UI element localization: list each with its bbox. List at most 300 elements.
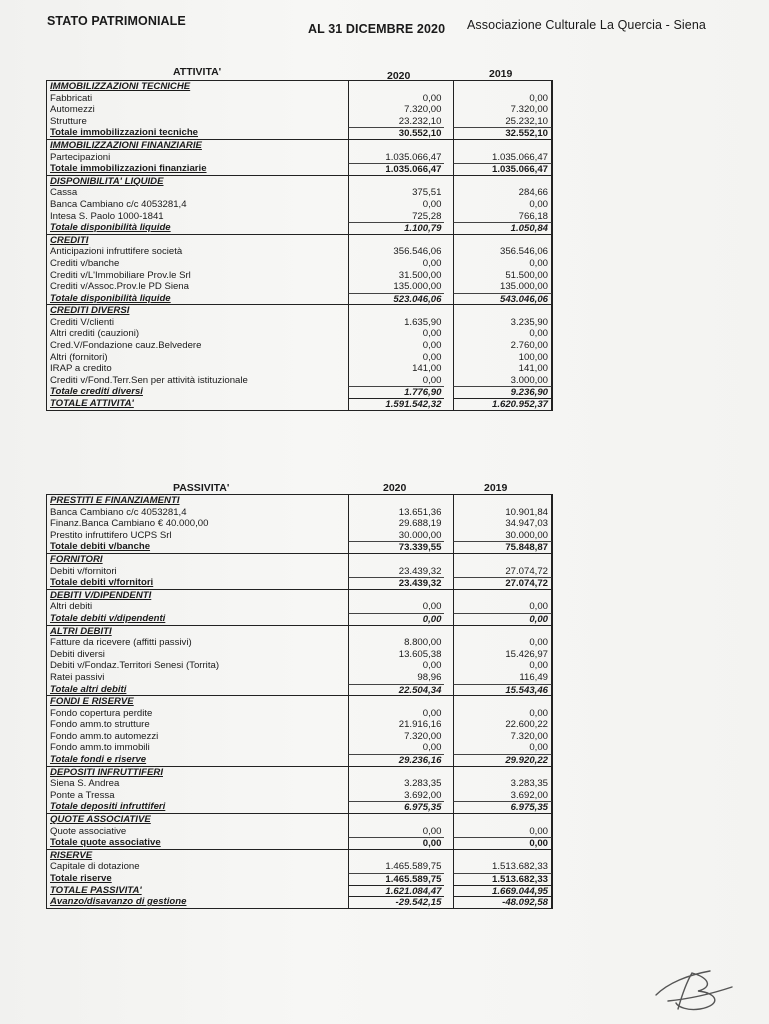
total-row <box>47 873 552 885</box>
total-row <box>47 398 552 410</box>
row-label: Totale disponibilità liquide <box>50 292 171 304</box>
value-2019: -48.092,58 <box>453 896 552 908</box>
value-2020 <box>348 850 445 862</box>
row-label: Totale debiti v/dipendenti <box>50 612 166 624</box>
column-gap <box>444 152 453 164</box>
value-2019: 3.692,00 <box>453 790 552 802</box>
row-label: Fondo amm.to immobili <box>50 742 150 754</box>
value-2019 <box>453 81 552 93</box>
table-row <box>47 281 552 293</box>
value-2019: 0,00 <box>453 708 552 720</box>
value-2019: 0,00 <box>453 258 552 270</box>
value-2019 <box>453 696 552 708</box>
value-2019: 1.669.044,95 <box>453 885 552 897</box>
value-2019 <box>453 176 552 188</box>
column-gap <box>444 127 453 139</box>
column-gap <box>444 801 453 813</box>
row-label: Totale debiti v/banche <box>50 541 151 553</box>
value-2020 <box>348 81 445 93</box>
table-row <box>47 719 552 731</box>
total-row <box>47 837 552 849</box>
column-gap <box>444 885 453 897</box>
value-2020: 29.236,16 <box>348 754 445 766</box>
column-gap <box>444 305 453 317</box>
column-gap <box>444 826 453 838</box>
value-2019: 0,00 <box>453 328 552 340</box>
value-2019: 34.947,03 <box>453 518 552 530</box>
value-2019: 0,00 <box>453 637 552 649</box>
total-row <box>47 613 552 625</box>
column-gap <box>444 363 453 375</box>
value-2020: 1.621.084,47 <box>348 885 445 897</box>
row-label: Crediti v/banche <box>50 257 120 269</box>
row-label: Totale crediti diversi <box>50 386 143 398</box>
total-row <box>47 541 552 553</box>
row-label: Crediti v/Assoc.Prov.le PD Siena <box>50 281 189 293</box>
passivita-section <box>47 814 552 850</box>
attivita-heading: ATTIVITA' <box>173 66 222 78</box>
value-2020: 8.800,00 <box>348 637 445 649</box>
table-row <box>47 93 552 105</box>
column-gap <box>444 814 453 826</box>
value-2019: 0,00 <box>453 199 552 211</box>
row-label: Totale depositi infruttiferi <box>50 801 166 813</box>
column-gap <box>444 577 453 589</box>
column-gap <box>444 873 453 885</box>
row-label: Debiti v/fornitori <box>50 565 117 577</box>
value-2019 <box>453 814 552 826</box>
row-label: Strutture <box>50 115 87 127</box>
value-2020: 0,00 <box>348 352 445 364</box>
total-row <box>47 577 552 589</box>
column-gap <box>444 176 453 188</box>
value-2019: 0,00 <box>453 93 552 105</box>
passivita-section <box>47 850 552 908</box>
column-gap <box>444 778 453 790</box>
value-2019: 100,00 <box>453 352 552 364</box>
table-row <box>47 649 552 661</box>
value-2019: 356.546,06 <box>453 246 552 258</box>
total-row <box>47 885 552 897</box>
row-label: PRESTITI E FINANZIAMENTI <box>50 495 180 506</box>
value-2019: 10.901,84 <box>453 507 552 519</box>
value-2020: 1.465.589,75 <box>348 873 445 885</box>
column-gap <box>444 163 453 175</box>
value-2020: 22.504,34 <box>348 684 445 696</box>
section-title-row <box>47 495 552 507</box>
row-label: Fondo amm.to strutture <box>50 719 150 731</box>
table-row <box>47 790 552 802</box>
passivita-year-2020: 2020 <box>383 482 407 494</box>
value-2019: 1.513.682,33 <box>453 873 552 885</box>
value-2019: 29.920,22 <box>453 754 552 766</box>
row-label: Capitale di dotazione <box>50 861 140 873</box>
value-2020: 7.320,00 <box>348 731 445 743</box>
column-gap <box>444 235 453 247</box>
row-label: Altri crediti (cauzioni) <box>50 328 140 340</box>
value-2019: 543.046,06 <box>453 293 552 305</box>
total-row <box>47 896 552 908</box>
value-2020: 13.605,38 <box>348 649 445 661</box>
value-2020: 30.000,00 <box>348 530 445 542</box>
table-row <box>47 246 552 258</box>
row-label: Crediti V/clienti <box>50 316 114 328</box>
row-label: Totale altri debiti <box>50 683 127 695</box>
row-label: Totale quote associative <box>50 837 161 849</box>
column-gap <box>444 637 453 649</box>
column-gap <box>444 649 453 661</box>
value-2020: 0,00 <box>348 826 445 838</box>
row-label: Partecipazioni <box>50 151 111 163</box>
value-2019: 51.500,00 <box>453 270 552 282</box>
row-label: Crediti v/L'Immobiliare Prov.le Srl <box>50 269 191 281</box>
value-2019: 1.035.066,47 <box>453 163 552 175</box>
value-2019: 30.000,00 <box>453 530 552 542</box>
column-gap <box>444 660 453 672</box>
total-row <box>47 386 552 398</box>
column-gap <box>444 340 453 352</box>
table-row <box>47 187 552 199</box>
row-label: Cassa <box>50 187 78 199</box>
column-gap <box>444 554 453 566</box>
value-2020: 0,00 <box>348 601 445 613</box>
column-gap <box>444 684 453 696</box>
value-2019: 1.035.066,47 <box>453 152 552 164</box>
row-label: TOTALE PASSIVITA' <box>50 884 142 896</box>
value-2020: 0,00 <box>348 258 445 270</box>
value-2020 <box>348 626 445 638</box>
value-2020: 31.500,00 <box>348 270 445 282</box>
table-row <box>47 258 552 270</box>
table-row <box>47 530 552 542</box>
column-gap <box>444 790 453 802</box>
total-row <box>47 684 552 696</box>
table-row <box>47 672 552 684</box>
value-2020: 1.591.542,32 <box>348 398 445 410</box>
row-label: Debiti v/Fondaz.Territori Senesi (Torrita) <box>50 660 220 672</box>
value-2020: 0,00 <box>348 93 445 105</box>
column-gap <box>444 626 453 638</box>
column-gap <box>444 696 453 708</box>
table-row <box>47 518 552 530</box>
section-title-row <box>47 235 552 247</box>
value-2019 <box>453 140 552 152</box>
table-row <box>47 340 552 352</box>
section-title-row <box>47 140 552 152</box>
value-2019: 3.000,00 <box>453 375 552 387</box>
table-row <box>47 317 552 329</box>
value-2020: 23.439,32 <box>348 577 445 589</box>
column-gap <box>444 613 453 625</box>
column-gap <box>444 398 453 410</box>
attivita-table <box>46 80 553 411</box>
value-2020: 725,28 <box>348 211 445 223</box>
table-row <box>47 637 552 649</box>
row-label: Anticipazioni infruttifere società <box>50 246 183 258</box>
table-row <box>47 211 552 223</box>
row-label: Totale disponibilità liquide <box>50 222 171 234</box>
passivita-table <box>46 494 553 909</box>
value-2020: 1.465.589,75 <box>348 861 445 873</box>
value-2020: 6.975,35 <box>348 801 445 813</box>
row-label: DEPOSITI INFRUTTIFERI <box>50 766 163 778</box>
column-gap <box>444 742 453 754</box>
document-date: AL 31 DICEMBRE 2020 <box>308 22 446 36</box>
value-2019: 284,66 <box>453 187 552 199</box>
row-label: DEBITI V/DIPENDENTI <box>50 589 152 601</box>
table-row <box>47 352 552 364</box>
row-label: Avanzo/disavanzo di gestione <box>50 896 187 908</box>
document-title: STATO PATRIMONIALE <box>47 14 186 28</box>
value-2020: 0,00 <box>348 340 445 352</box>
column-gap <box>444 861 453 873</box>
table-row <box>47 601 552 613</box>
section-title-row <box>47 850 552 862</box>
table-row <box>47 826 552 838</box>
column-gap <box>444 116 453 128</box>
column-gap <box>444 530 453 542</box>
row-label: Totale debiti v/fornitori <box>50 577 154 589</box>
row-label: FORNITORI <box>50 553 103 565</box>
value-2020 <box>348 590 445 602</box>
column-gap <box>444 896 453 908</box>
table-row <box>47 566 552 578</box>
column-gap <box>444 507 453 519</box>
value-2020: 21.916,16 <box>348 719 445 731</box>
value-2019: 0,00 <box>453 837 552 849</box>
attivita-section <box>47 140 552 176</box>
column-gap <box>444 708 453 720</box>
value-2020: 135.000,00 <box>348 281 445 293</box>
attivita-section <box>47 81 552 140</box>
table-row <box>47 363 552 375</box>
value-2019: 0,00 <box>453 826 552 838</box>
passivita-section <box>47 495 552 554</box>
value-2019: 766,18 <box>453 211 552 223</box>
row-label: Fatture da ricevere (affitti passivi) <box>50 637 192 649</box>
row-label: Finanz.Banca Cambiano € 40.000,00 <box>50 518 209 530</box>
value-2019 <box>453 590 552 602</box>
value-2019: 116,49 <box>453 672 552 684</box>
column-gap <box>444 767 453 779</box>
column-gap <box>444 352 453 364</box>
column-gap <box>444 672 453 684</box>
attivita-year-2019: 2019 <box>489 68 513 80</box>
value-2020: 0,00 <box>348 328 445 340</box>
column-gap <box>444 837 453 849</box>
value-2020 <box>348 554 445 566</box>
value-2020: 1.635,90 <box>348 317 445 329</box>
column-gap <box>444 375 453 387</box>
row-label: Ratei passivi <box>50 671 105 683</box>
passivita-section <box>47 554 552 590</box>
row-label: Banca Cambiano c/c 4053281,4 <box>50 506 187 518</box>
attivita-section <box>47 176 552 235</box>
value-2020: 29.688,19 <box>348 518 445 530</box>
value-2020: 23.439,32 <box>348 566 445 578</box>
table-row <box>47 778 552 790</box>
value-2020: 7.320,00 <box>348 104 445 116</box>
value-2020: 73.339,55 <box>348 541 445 553</box>
column-gap <box>444 246 453 258</box>
value-2019 <box>453 850 552 862</box>
row-label: Altri (fornitori) <box>50 351 108 363</box>
value-2019: 0,00 <box>453 601 552 613</box>
table-row <box>47 104 552 116</box>
passivita-heading: PASSIVITA' <box>173 482 230 494</box>
value-2020: 1.035.066,47 <box>348 152 445 164</box>
value-2020: 1.776,90 <box>348 386 445 398</box>
column-gap <box>444 601 453 613</box>
section-title-row <box>47 305 552 317</box>
table-row <box>47 270 552 282</box>
value-2020: 1.035.066,47 <box>348 163 445 175</box>
value-2020: 0,00 <box>348 199 445 211</box>
value-2020 <box>348 140 445 152</box>
value-2020 <box>348 495 445 507</box>
column-gap <box>444 104 453 116</box>
column-gap <box>444 270 453 282</box>
value-2019: 141,00 <box>453 363 552 375</box>
column-gap <box>444 731 453 743</box>
value-2020: 0,00 <box>348 613 445 625</box>
row-label: Prestito infruttifero UCPS Srl <box>50 529 172 541</box>
value-2019: 27.074,72 <box>453 566 552 578</box>
value-2020: -29.542,15 <box>348 896 445 908</box>
value-2020 <box>348 767 445 779</box>
value-2019 <box>453 235 552 247</box>
value-2019: 0,00 <box>453 742 552 754</box>
value-2019 <box>453 554 552 566</box>
total-row <box>47 754 552 766</box>
total-row <box>47 127 552 139</box>
table-row <box>47 328 552 340</box>
value-2020: 98,96 <box>348 672 445 684</box>
row-label: DISPONIBILITA' LIQUIDE <box>50 175 164 187</box>
column-gap <box>444 93 453 105</box>
section-title-row <box>47 176 552 188</box>
section-title-row <box>47 626 552 638</box>
value-2019: 75.848,87 <box>453 541 552 553</box>
value-2019: 15.543,46 <box>453 684 552 696</box>
table-row <box>47 731 552 743</box>
value-2019: 7.320,00 <box>453 731 552 743</box>
row-label: QUOTE ASSOCIATIVE <box>50 814 151 826</box>
total-row <box>47 801 552 813</box>
column-gap <box>444 222 453 234</box>
column-gap <box>444 293 453 305</box>
row-label: CREDITI <box>50 234 89 246</box>
row-label: Totale fondi e riserve <box>50 754 147 766</box>
row-label: Intesa S. Paolo 1000-1841 <box>50 210 164 222</box>
row-label: Crediti v/Fond.Terr.Sen per attività istituzionale <box>50 374 248 386</box>
value-2020: 23.232,10 <box>348 116 445 128</box>
column-gap <box>444 754 453 766</box>
passivita-section <box>47 696 552 767</box>
value-2020 <box>348 305 445 317</box>
value-2019 <box>453 305 552 317</box>
value-2020: 3.283,35 <box>348 778 445 790</box>
value-2019: 1.050,84 <box>453 222 552 234</box>
value-2020: 3.692,00 <box>348 790 445 802</box>
value-2019: 0,00 <box>453 660 552 672</box>
table-row <box>47 116 552 128</box>
value-2020: 13.651,36 <box>348 507 445 519</box>
passivita-section <box>47 767 552 814</box>
value-2019: 135.000,00 <box>453 281 552 293</box>
row-label: Debiti diversi <box>50 648 105 660</box>
row-label: Totale immobilizzazioni finanziarie <box>50 163 207 175</box>
attivita-year-2020: 2020 <box>387 70 411 82</box>
column-gap <box>444 328 453 340</box>
value-2019: 2.760,00 <box>453 340 552 352</box>
row-label: TOTALE ATTIVITA' <box>50 398 134 410</box>
section-title-row <box>47 696 552 708</box>
column-gap <box>444 850 453 862</box>
value-2020: 0,00 <box>348 375 445 387</box>
column-gap <box>444 386 453 398</box>
row-label: FONDI E RISERVE <box>50 696 134 708</box>
column-gap <box>444 566 453 578</box>
total-row <box>47 163 552 175</box>
row-label: Automezzi <box>50 104 95 116</box>
value-2019: 15.426,97 <box>453 649 552 661</box>
table-row <box>47 152 552 164</box>
value-2020: 356.546,06 <box>348 246 445 258</box>
value-2019: 7.320,00 <box>453 104 552 116</box>
value-2020 <box>348 814 445 826</box>
column-gap <box>444 187 453 199</box>
value-2020: 0,00 <box>348 660 445 672</box>
table-row <box>47 742 552 754</box>
value-2019: 3.235,90 <box>453 317 552 329</box>
passivita-section <box>47 590 552 626</box>
value-2019: 9.236,90 <box>453 386 552 398</box>
value-2020: 30.552,10 <box>348 127 445 139</box>
column-gap <box>444 719 453 731</box>
row-label: Fondo copertura perdite <box>50 707 153 719</box>
row-label: Totale riserve <box>50 873 112 884</box>
table-row <box>47 199 552 211</box>
value-2020: 375,51 <box>348 187 445 199</box>
section-title-row <box>47 81 552 93</box>
section-title-row <box>47 554 552 566</box>
value-2019 <box>453 767 552 779</box>
column-gap <box>444 317 453 329</box>
row-label: Quote associative <box>50 825 127 837</box>
attivita-section <box>47 235 552 306</box>
column-gap <box>444 140 453 152</box>
value-2019: 22.600,22 <box>453 719 552 731</box>
column-gap <box>444 81 453 93</box>
row-label: Totale immobilizzazioni tecniche <box>50 127 199 139</box>
value-2020 <box>348 176 445 188</box>
value-2020: 0,00 <box>348 708 445 720</box>
row-label: Banca Cambiano c/c 4053281,4 <box>50 198 187 210</box>
row-label: Fondo amm.to automezzi <box>50 730 159 742</box>
column-gap <box>444 211 453 223</box>
table-row <box>47 375 552 387</box>
column-gap <box>444 590 453 602</box>
row-label: RISERVE <box>50 849 93 861</box>
total-row <box>47 293 552 305</box>
row-label: CREDITI DIVERSI <box>50 305 130 317</box>
column-gap <box>444 281 453 293</box>
section-title-row <box>47 590 552 602</box>
value-2019: 6.975,35 <box>453 801 552 813</box>
passivita-year-2019: 2019 <box>484 482 508 494</box>
value-2019: 25.232,10 <box>453 116 552 128</box>
